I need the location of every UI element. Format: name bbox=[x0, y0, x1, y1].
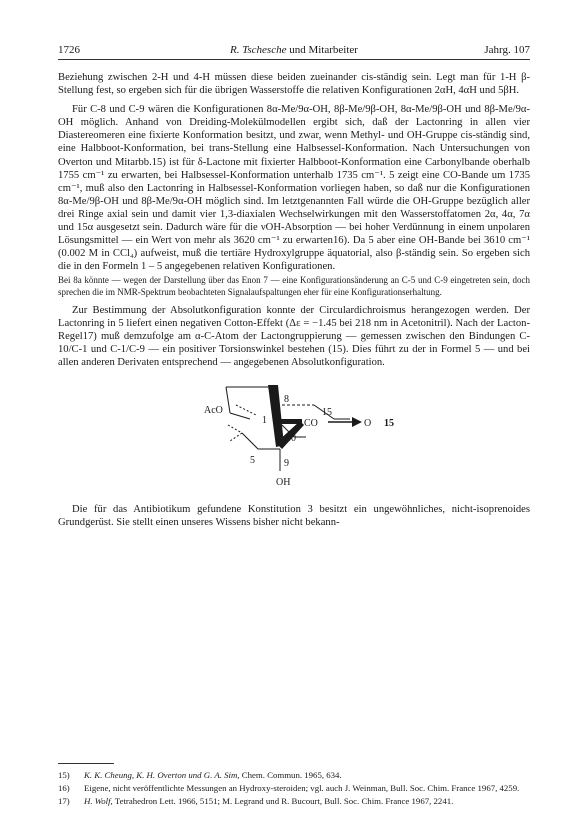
label-c5: 5 bbox=[250, 455, 255, 467]
label-oh: OH bbox=[276, 477, 291, 489]
paragraph-3: Zur Bestimmung der Absolutkonfiguration konnte der Circulardichroismus herangezogen werden. Der Lactonring in 5 liefert einen negativen Cotton-Effekt (Δε = −1.45 bei 218 nm in Acetonitril). Nach der Lacton-Regel17) muß demzufolge am α-C-Atom der Lactongruppierung — gemessen zwischen den Bindungen C-10/C-1 und C-1/C-9 — ein positiver Torsionswinkel bestehen (15). Dies führt zu der in Formel 5 — und bei allen anderen Derivaten entsprechend — angegebenen Absolutkonfiguration. bbox=[58, 304, 530, 369]
label-c8: 8 bbox=[284, 394, 289, 406]
footnote-mark: 17) bbox=[58, 796, 70, 806]
paragraph-1: Beziehung zwischen 2-H und 4-H müssen diese beiden zueinander cis-ständig sein. Legt man für 1-H β-Stellung fest, so ergeben sich für die übrigen Wasserstoffe die relativen Konfigurationen 2αH, 4αH und 5βH. bbox=[58, 72, 530, 97]
journal-year: Jahrg. 107 bbox=[484, 44, 530, 56]
paragraph-4: Die für das Antibiotikum gefundene Konstitution 3 besitzt ein ungewöhnliches, nicht-isoprenoides Grundgerüst. Sie stellt einen unseres Wissens bisher nicht bekann- bbox=[58, 504, 530, 529]
running-title-rest: und Mitarbeiter bbox=[286, 44, 358, 56]
footnote-authors: K. K. Cheung, K. H. Overton und G. A. Sim, bbox=[84, 770, 240, 780]
arrowhead-icon bbox=[352, 417, 362, 427]
small-print-note: Bei 8a könnte — wegen der Darstellung über das Enon 7 — eine Konfigurationsänderung an C-5 und C-9 eingetreten sein, doch sprechen die im NMR-Spektrum beobachteten Signalaufspaltungen eher für eine Konfigurationserhaltung. bbox=[58, 275, 530, 297]
compound-number: 15 bbox=[384, 418, 394, 430]
page-number: 1726 bbox=[58, 44, 80, 56]
wedge-bond bbox=[268, 385, 284, 447]
footnote-ref: Chem. Commun. 1965, 634. bbox=[239, 770, 342, 780]
main-text bbox=[58, 71, 530, 529]
footnote-ref: Tetrahedron Lett. 1966, 5151; M. Legrand und R. Bucourt, Bull. Soc. Chim. France 1967, 2241. bbox=[112, 796, 454, 806]
bond-line bbox=[230, 413, 250, 419]
label-aco: AcO bbox=[204, 405, 223, 417]
header-rule bbox=[58, 59, 530, 60]
dashed-bond bbox=[236, 405, 256, 415]
running-title bbox=[58, 44, 530, 56]
wedge-bond bbox=[278, 419, 302, 424]
label-co: CO bbox=[304, 418, 318, 430]
bond-line bbox=[242, 433, 258, 449]
label-c1: 1 bbox=[262, 415, 267, 427]
footnote-rule bbox=[58, 763, 114, 764]
dashed-bond bbox=[228, 425, 242, 433]
footnote-authors: H. Wolf, bbox=[84, 796, 113, 806]
footnotes bbox=[58, 770, 530, 809]
footnote-15 bbox=[58, 770, 530, 781]
dashed-bond bbox=[230, 433, 242, 441]
label-c9: 9 bbox=[284, 458, 289, 470]
lactone-conformation-diagram bbox=[202, 375, 402, 493]
footnote-ref: Eigene, nicht veröffentlichte Messungen an Hydroxy-steroiden; vgl. auch J. Weinman, Bull. Soc. Chim. France 1967, 4259. bbox=[84, 783, 520, 793]
paragraph-2: Für C-8 und C-9 wären die Konfigurationen 8α-Me/9α-OH, 8β-Me/9β-OH, 8α-Me/9β-OH und 8β-Me/9α-OH möglich. Anhand von Dreiding-Molekülmodellen ergibt sich, daß der Lactonring in allen vier Diastereomeren eine fixierte Konformation besitzt, und zwar, wenn Methyl- und OH-Gruppe cis-ständig sind, eine Halbboot-Konformation, bei trans-Stellung eine Halbsessel-Konformation. Nach Untersuchungen von Overton und Mitarbb.15) ist für δ-Lactone mit fixierter Halbboot-Konformation eine Carbonylbande oberhalb 1755 cm⁻¹ zu erwarten, bei Halbsessel-Konformation unterhalb 1735 cm⁻¹. 5 zeigt eine CO-Bande um 1735 cm⁻¹, muß also den Lactonring in Halbsessel-Konformation vorliegen haben, so daß nur die Konfigurationen 8α-Me/9β-OH und 8β-Me/9α-OH möglich sind. Im letztgenannten Fall würde die OH-Gruppe bezüglich aller drei Ringe axial sein und damit vier 1,3-diaxialen Wechselwirkungen mit den Wasserstoffatomen 2α, 4α, 7α und 15α ausgesetzt sein. Dadurch wäre für die νOH-Absorption — bei hoher Verdünnung in einem unpolaren Lösungsmittel — ein Wert von mehr als 3620 cm⁻¹ zu erwarten16). Da 5 aber eine OH-Bande bei 3610 cm⁻¹ (0.002 M in CCl₄) aufweist, muß die tertiäre Hydroxylgruppe äquatorial, also β-ständig sein. So ergeben sich die in den Formeln 1 – 5 angegebenen relativen Konfigurationen. bbox=[58, 104, 530, 273]
label-o: O bbox=[364, 418, 372, 430]
bond-line bbox=[226, 387, 230, 413]
running-title-author: R. Tschesche bbox=[230, 44, 287, 56]
footnote-17 bbox=[58, 796, 530, 807]
structure-figure bbox=[58, 375, 530, 493]
running-header bbox=[58, 44, 530, 60]
footnote-mark: 16) bbox=[58, 783, 70, 793]
label-c10: 10 bbox=[286, 433, 296, 445]
footnote-mark: 15) bbox=[58, 770, 70, 780]
label-c15: 15 bbox=[322, 407, 332, 419]
footnote-16 bbox=[58, 783, 530, 794]
